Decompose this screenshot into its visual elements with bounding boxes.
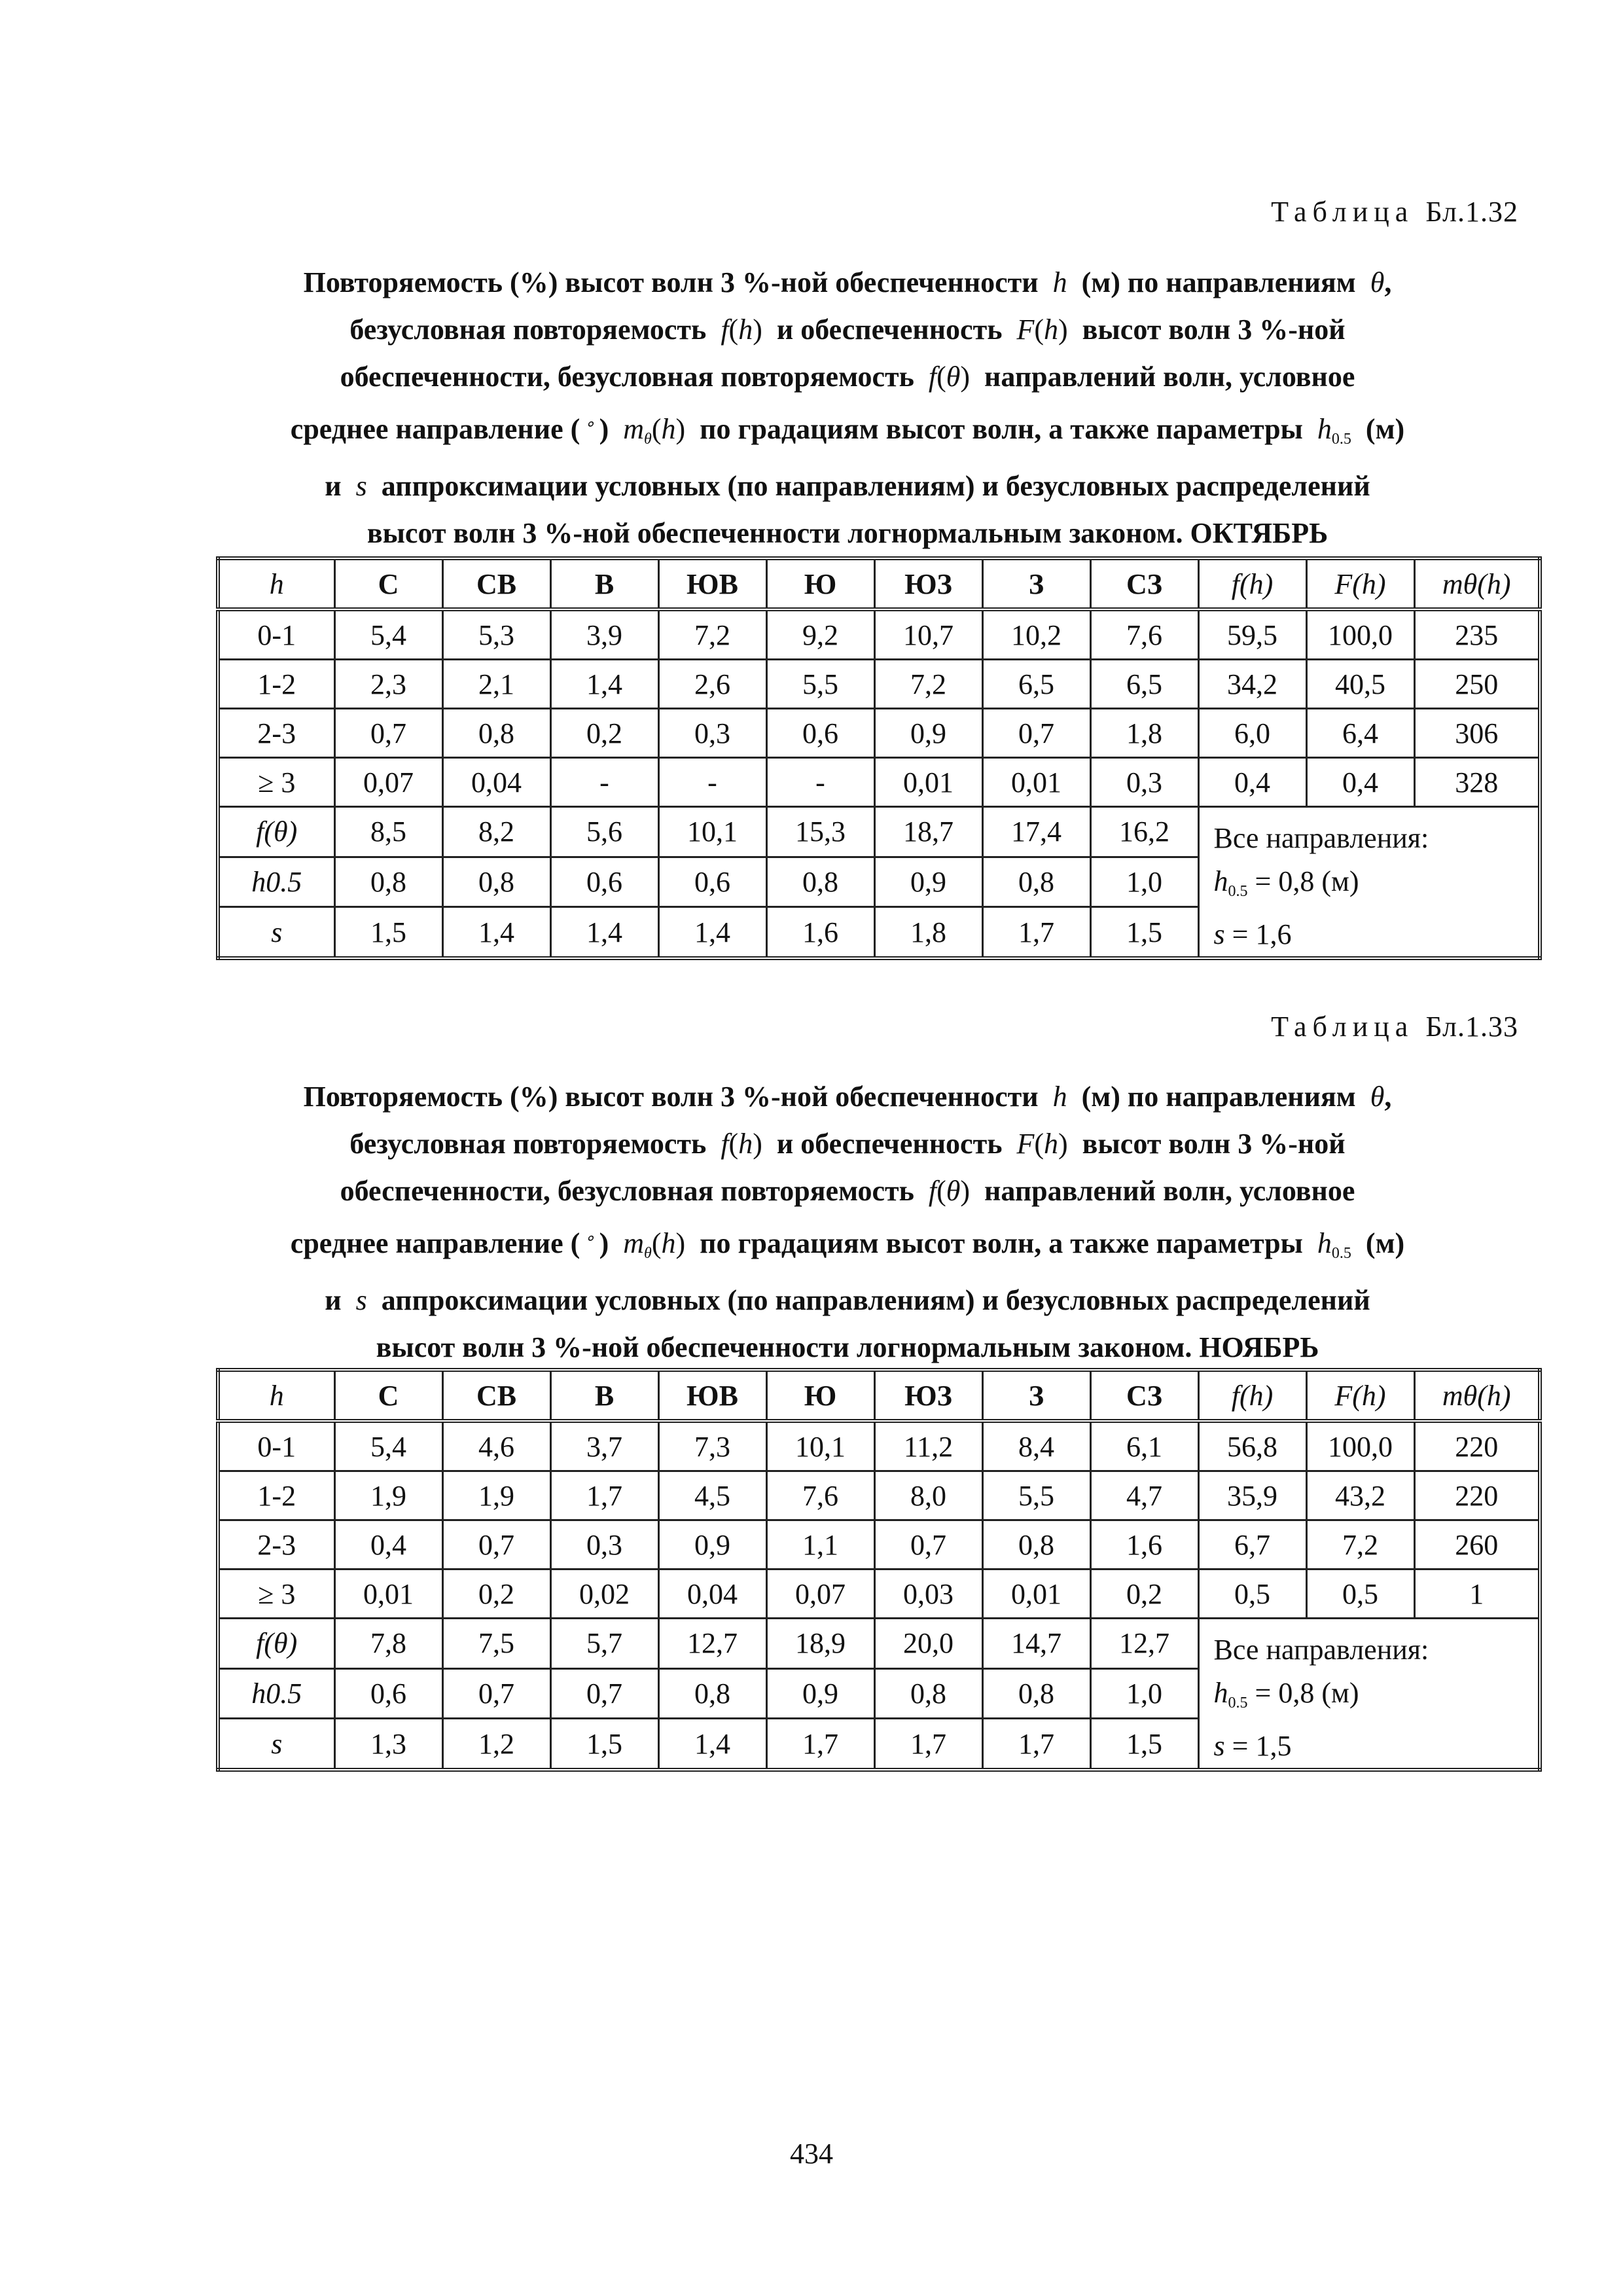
caption-text: по градациям высот волн, а также параметры xyxy=(700,413,1303,445)
table-cell: 2,3 xyxy=(334,660,442,709)
table-cell: 5,3 xyxy=(442,609,550,660)
caption-line xyxy=(196,1168,1499,1215)
caption-text: ) xyxy=(599,1227,609,1259)
caption-text: аппроксимации условных (по направлениям) и безусловных распределений xyxy=(381,1284,1370,1316)
caption-text: по градациям высот волн, а также параметры xyxy=(700,1227,1303,1259)
table-cell: 0,7 xyxy=(550,1668,658,1719)
table-cell: 0,2 xyxy=(1090,1570,1198,1619)
row-label: h0.5 xyxy=(218,857,334,907)
header-direction: З xyxy=(982,558,1090,609)
caption-text: Повторяемость (%) высот волн 3 %-ной обеспеченности xyxy=(303,266,1039,298)
header-F-h: F(h) xyxy=(1306,558,1414,609)
row-label: 1-2 xyxy=(218,660,334,709)
table-cell: 0,04 xyxy=(442,758,550,807)
table-cell: 0,7 xyxy=(442,1520,550,1570)
table-cell: 260 xyxy=(1414,1520,1540,1570)
caption-text: направлений волн, условное xyxy=(984,1175,1355,1207)
caption-line: высот волн 3 %-ной обеспеченности логнормальным законом. НОЯБРЬ xyxy=(376,1331,1319,1363)
table-cell: 10,2 xyxy=(982,609,1090,660)
table-cell: 12,7 xyxy=(658,1619,766,1669)
table-cell: 0,6 xyxy=(658,857,766,907)
param-row xyxy=(218,807,1540,857)
header-direction: СВ xyxy=(442,558,550,609)
row-label: 1-2 xyxy=(218,1471,334,1520)
table-cell: 306 xyxy=(1414,709,1540,758)
table-cell: 7,5 xyxy=(442,1619,550,1669)
table-cell: 4,5 xyxy=(658,1471,766,1520)
table-cell: 6,5 xyxy=(982,660,1090,709)
table-cell: 5,5 xyxy=(766,660,874,709)
table-label xyxy=(1271,1010,1518,1043)
caption-text: безусловная повторяемость xyxy=(349,1128,707,1160)
table-cell: 0,9 xyxy=(874,857,982,907)
table-label-id: Бл.1.32 xyxy=(1425,196,1518,228)
table-cell: 0,7 xyxy=(982,709,1090,758)
wave-height-table xyxy=(216,556,1542,960)
header-row xyxy=(218,558,1540,609)
table-cell: 1,3 xyxy=(334,1719,442,1770)
row-label: 0-1 xyxy=(218,609,334,660)
table-cell: 0,4 xyxy=(334,1520,442,1570)
header-direction: Ю xyxy=(766,558,874,609)
table-cell: 7,2 xyxy=(874,660,982,709)
table-cell: 0,8 xyxy=(442,857,550,907)
table-caption xyxy=(196,259,1499,557)
all-directions-h05: $h_{0.5} = 0,8$ (м) xyxy=(1213,1677,1359,1712)
caption-text: (м) xyxy=(1365,1227,1405,1259)
table-row xyxy=(218,609,1540,660)
math-m-theta-h: mθ(h) xyxy=(616,413,686,448)
math-f-h: f(h) xyxy=(713,1128,762,1160)
header-f-h: f(h) xyxy=(1198,1370,1306,1421)
table-cell: 1,5 xyxy=(1090,1719,1198,1770)
table-cell: - xyxy=(550,758,658,807)
table-cell: 0,8 xyxy=(766,857,874,907)
table-cell: 10,1 xyxy=(766,1421,874,1471)
caption-text: среднее направление ( xyxy=(290,413,580,445)
math-h05: $h_{0.5}$ xyxy=(1310,413,1351,448)
caption-line xyxy=(196,1277,1499,1324)
table-cell: 0,8 xyxy=(982,1520,1090,1570)
header-direction: ЮВ xyxy=(658,558,766,609)
row-label: f(θ) xyxy=(218,1619,334,1669)
table-cell: 7,8 xyxy=(334,1619,442,1669)
caption-text: обеспеченности, безусловная повторяемость xyxy=(340,361,914,393)
table-cell: 1,6 xyxy=(766,907,874,958)
table-cell: 1,2 xyxy=(442,1719,550,1770)
math-f-h: f(h) xyxy=(713,314,762,346)
table-cell: 9,2 xyxy=(766,609,874,660)
header-row xyxy=(218,1370,1540,1421)
table-cell: 7,6 xyxy=(766,1471,874,1520)
caption-line xyxy=(196,1121,1499,1168)
header-direction: С xyxy=(334,1370,442,1421)
page-number: 434 xyxy=(790,2138,833,2170)
table-cell: 0,5 xyxy=(1198,1570,1306,1619)
table-cell: 7,3 xyxy=(658,1421,766,1471)
table-cell: 0,2 xyxy=(550,709,658,758)
table-cell: 328 xyxy=(1414,758,1540,807)
wave-height-table xyxy=(216,1368,1542,1772)
caption-text: обеспеченности, безусловная повторяемость xyxy=(340,1175,914,1207)
table-cell: 1,4 xyxy=(550,660,658,709)
table-row xyxy=(218,709,1540,758)
table-cell: 6,7 xyxy=(1198,1520,1306,1570)
table-cell: 0,7 xyxy=(442,1668,550,1719)
math-f-theta: f(θ) xyxy=(921,361,971,393)
table-cell: 0,03 xyxy=(874,1570,982,1619)
table-cell: 8,5 xyxy=(334,807,442,857)
table-cell: 0,7 xyxy=(334,709,442,758)
degree-symbol: ∘ xyxy=(580,1229,599,1247)
table-cell: 8,0 xyxy=(874,1471,982,1520)
table-cell: 1,7 xyxy=(982,1719,1090,1770)
math-f-theta: f(θ) xyxy=(921,1175,971,1207)
table-cell: 8,2 xyxy=(442,807,550,857)
table-cell: 0,01 xyxy=(334,1570,442,1619)
header-m-theta: mθ(h) xyxy=(1414,558,1540,609)
table-cell: 59,5 xyxy=(1198,609,1306,660)
caption-text: высот волн 3 %-ной xyxy=(1082,1128,1346,1160)
param-row xyxy=(218,1619,1540,1669)
table-cell: 0,2 xyxy=(442,1570,550,1619)
all-directions-cell xyxy=(1198,1619,1540,1770)
caption-line: Повторяемость (%) высот волн 3 %-ной обеспеченности h (м) по направлениям θ, xyxy=(303,1081,1392,1113)
table-cell: 1,1 xyxy=(766,1520,874,1570)
table-cell: 0,3 xyxy=(1090,758,1198,807)
table-cell: 0,9 xyxy=(658,1520,766,1570)
table-cell: 10,1 xyxy=(658,807,766,857)
table-cell: 1 xyxy=(1414,1570,1540,1619)
table-cell: 0,9 xyxy=(874,709,982,758)
table-cell: 14,7 xyxy=(982,1619,1090,1669)
table-cell: 0,6 xyxy=(766,709,874,758)
table-cell: 0,01 xyxy=(982,758,1090,807)
table-cell: 17,4 xyxy=(982,807,1090,857)
header-h: h xyxy=(218,1370,334,1421)
math-m-theta-h: mθ(h) xyxy=(616,1227,686,1262)
header-f-h: f(h) xyxy=(1198,558,1306,609)
math-F-h: F(h) xyxy=(1009,314,1068,346)
table-cell: 0,07 xyxy=(334,758,442,807)
header-direction: СВ xyxy=(442,1370,550,1421)
all-directions-title: Все направления: xyxy=(1213,822,1429,854)
table-cell: 16,2 xyxy=(1090,807,1198,857)
header-direction: В xyxy=(550,1370,658,1421)
math-h: h xyxy=(1045,266,1075,298)
table-cell: 1,7 xyxy=(982,907,1090,958)
caption-text: ) xyxy=(599,413,609,445)
table-cell: 5,6 xyxy=(550,807,658,857)
table-cell: 1,4 xyxy=(442,907,550,958)
table-cell: 1,4 xyxy=(658,907,766,958)
table-row xyxy=(218,758,1540,807)
row-label: ≥ 3 xyxy=(218,1570,334,1619)
table-cell: 0,01 xyxy=(982,1570,1090,1619)
all-directions-h05: $h_{0.5} = 0,8$ (м) xyxy=(1213,865,1359,900)
table-cell: 5,5 xyxy=(982,1471,1090,1520)
table-cell: 1,7 xyxy=(550,1471,658,1520)
caption-text: аппроксимации условных (по направлениям) и безусловных распределений xyxy=(381,470,1370,502)
row-label: s xyxy=(218,907,334,958)
header-direction: ЮЗ xyxy=(874,558,982,609)
table-cell: 1,7 xyxy=(874,1719,982,1770)
all-directions-cell xyxy=(1198,807,1540,959)
table-row xyxy=(218,1471,1540,1520)
table-cell: - xyxy=(658,758,766,807)
table-row xyxy=(218,1520,1540,1570)
table-cell: 11,2 xyxy=(874,1421,982,1471)
caption-text: среднее направление ( xyxy=(290,1227,580,1259)
caption-text: Повторяемость (%) высот волн 3 %-ной обеспеченности xyxy=(303,1081,1039,1113)
table-cell: 43,2 xyxy=(1306,1471,1414,1520)
table-cell: 1,5 xyxy=(1090,907,1198,958)
row-label: s xyxy=(218,1719,334,1770)
math-h: h xyxy=(1045,1081,1075,1113)
table-cell: 0,3 xyxy=(550,1520,658,1570)
table-cell: 0,9 xyxy=(766,1668,874,1719)
caption-line xyxy=(196,1215,1499,1277)
header-m-theta: mθ(h) xyxy=(1414,1370,1540,1421)
table-cell: 1,5 xyxy=(334,907,442,958)
table-cell: 12,7 xyxy=(1090,1619,1198,1669)
table-cell: 0,02 xyxy=(550,1570,658,1619)
row-label: 0-1 xyxy=(218,1421,334,1471)
table-cell: 0,5 xyxy=(1306,1570,1414,1619)
table-cell: 18,9 xyxy=(766,1619,874,1669)
caption-text: и xyxy=(325,1284,342,1316)
table-cell: 235 xyxy=(1414,609,1540,660)
table-cell: 20,0 xyxy=(874,1619,982,1669)
all-directions-s: s = 1,6 xyxy=(1213,918,1292,950)
row-label: ≥ 3 xyxy=(218,758,334,807)
math-s: s xyxy=(348,470,374,502)
header-direction: СЗ xyxy=(1090,1370,1198,1421)
table-cell: 3,9 xyxy=(550,609,658,660)
table-caption xyxy=(196,1073,1499,1371)
table-cell: 35,9 xyxy=(1198,1471,1306,1520)
table-cell: 1,4 xyxy=(658,1719,766,1770)
table-label-prefix: Таблица xyxy=(1271,1011,1414,1043)
table-cell: 0,8 xyxy=(982,1668,1090,1719)
math-theta: θ xyxy=(1363,1081,1385,1113)
table-cell: 2,1 xyxy=(442,660,550,709)
table-cell: 5,4 xyxy=(334,609,442,660)
header-direction: ЮВ xyxy=(658,1370,766,1421)
header-direction: Ю xyxy=(766,1370,874,1421)
table-cell: 0,8 xyxy=(442,709,550,758)
table-cell: 7,2 xyxy=(658,609,766,660)
table-cell: 56,8 xyxy=(1198,1421,1306,1471)
table-row xyxy=(218,1570,1540,1619)
table-cell: 7,2 xyxy=(1306,1520,1414,1570)
table-cell: 6,1 xyxy=(1090,1421,1198,1471)
table-cell: 10,7 xyxy=(874,609,982,660)
table-cell: 220 xyxy=(1414,1471,1540,1520)
table-cell: 0,8 xyxy=(874,1668,982,1719)
caption-text: (м) по направлениям xyxy=(1081,266,1356,298)
caption-line: Повторяемость (%) высот волн 3 %-ной обеспеченности h (м) по направлениям θ, xyxy=(303,266,1392,298)
table-cell: 0,7 xyxy=(874,1520,982,1570)
caption-text: (м) по направлениям xyxy=(1081,1081,1356,1113)
table-cell: 1,6 xyxy=(1090,1520,1198,1570)
table-cell: 100,0 xyxy=(1306,1421,1414,1471)
caption-line xyxy=(196,353,1499,401)
table-cell: 0,01 xyxy=(874,758,982,807)
table-label-id: Бл.1.33 xyxy=(1425,1011,1518,1043)
table-cell: 0,8 xyxy=(334,857,442,907)
caption-line xyxy=(196,401,1499,463)
caption-text: и обеспеченность xyxy=(776,314,1003,346)
table-cell: 0,3 xyxy=(658,709,766,758)
header-direction: В xyxy=(550,558,658,609)
table-cell: 5,4 xyxy=(334,1421,442,1471)
table-cell: 1,0 xyxy=(1090,1668,1198,1719)
table-cell: 0,8 xyxy=(982,857,1090,907)
table-cell: 6,0 xyxy=(1198,709,1306,758)
table-row xyxy=(218,660,1540,709)
table-cell: 0,6 xyxy=(550,857,658,907)
table-label xyxy=(1271,195,1518,228)
table-cell: 1,7 xyxy=(766,1719,874,1770)
table-cell: 6,5 xyxy=(1090,660,1198,709)
all-directions-s: s = 1,5 xyxy=(1213,1730,1292,1762)
math-F-h: F(h) xyxy=(1009,1128,1068,1160)
caption-line xyxy=(196,463,1499,510)
table-cell: 6,4 xyxy=(1306,709,1414,758)
header-direction: З xyxy=(982,1370,1090,1421)
math-theta: θ xyxy=(1363,266,1385,298)
table-cell: 34,2 xyxy=(1198,660,1306,709)
table-cell: 2,6 xyxy=(658,660,766,709)
table-cell: 5,7 xyxy=(550,1619,658,1669)
table-cell: 7,6 xyxy=(1090,609,1198,660)
row-label: 2-3 xyxy=(218,1520,334,1570)
table-cell: 1,4 xyxy=(550,907,658,958)
table-cell: 0,4 xyxy=(1198,758,1306,807)
table-cell: 220 xyxy=(1414,1421,1540,1471)
header-direction: С xyxy=(334,558,442,609)
header-F-h: F(h) xyxy=(1306,1370,1414,1421)
degree-symbol: ∘ xyxy=(580,414,599,433)
table-cell: 40,5 xyxy=(1306,660,1414,709)
table-cell: 1,9 xyxy=(442,1471,550,1520)
caption-text: и xyxy=(325,470,342,502)
table-cell: 0,4 xyxy=(1306,758,1414,807)
caption-text: (м) xyxy=(1365,413,1405,445)
table-cell: 3,7 xyxy=(550,1421,658,1471)
table-cell: 0,6 xyxy=(334,1668,442,1719)
table-cell: 250 xyxy=(1414,660,1540,709)
table-cell: 0,8 xyxy=(658,1668,766,1719)
table-cell: 1,0 xyxy=(1090,857,1198,907)
table-cell: 1,9 xyxy=(334,1471,442,1520)
table-cell: 8,4 xyxy=(982,1421,1090,1471)
row-label: 2-3 xyxy=(218,709,334,758)
header-direction: ЮЗ xyxy=(874,1370,982,1421)
all-directions-title: Все направления: xyxy=(1213,1634,1429,1666)
caption-text: и обеспеченность xyxy=(776,1128,1003,1160)
table-cell: 1,8 xyxy=(1090,709,1198,758)
caption-line: высот волн 3 %-ной обеспеченности логнормальным законом. ОКТЯБРЬ xyxy=(366,517,1329,549)
caption-line xyxy=(196,306,1499,353)
header-h: h xyxy=(218,558,334,609)
table-row xyxy=(218,1421,1540,1471)
math-h05: $h_{0.5}$ xyxy=(1310,1227,1351,1262)
math-s: s xyxy=(348,1284,374,1316)
table-cell: 1,5 xyxy=(550,1719,658,1770)
table-cell: 0,04 xyxy=(658,1570,766,1619)
table-cell: 100,0 xyxy=(1306,609,1414,660)
table-cell: - xyxy=(766,758,874,807)
caption-text: направлений волн, условное xyxy=(984,361,1355,393)
table-cell: 15,3 xyxy=(766,807,874,857)
table-cell: 4,7 xyxy=(1090,1471,1198,1520)
table-label-prefix: Таблица xyxy=(1271,196,1414,228)
caption-text: безусловная повторяемость xyxy=(349,314,707,346)
table-cell: 18,7 xyxy=(874,807,982,857)
table-cell: 4,6 xyxy=(442,1421,550,1471)
table-cell: 0,07 xyxy=(766,1570,874,1619)
row-label: h0.5 xyxy=(218,1668,334,1719)
caption-text: высот волн 3 %-ной xyxy=(1082,314,1346,346)
row-label: f(θ) xyxy=(218,807,334,857)
table-cell: 1,8 xyxy=(874,907,982,958)
header-direction: СЗ xyxy=(1090,558,1198,609)
